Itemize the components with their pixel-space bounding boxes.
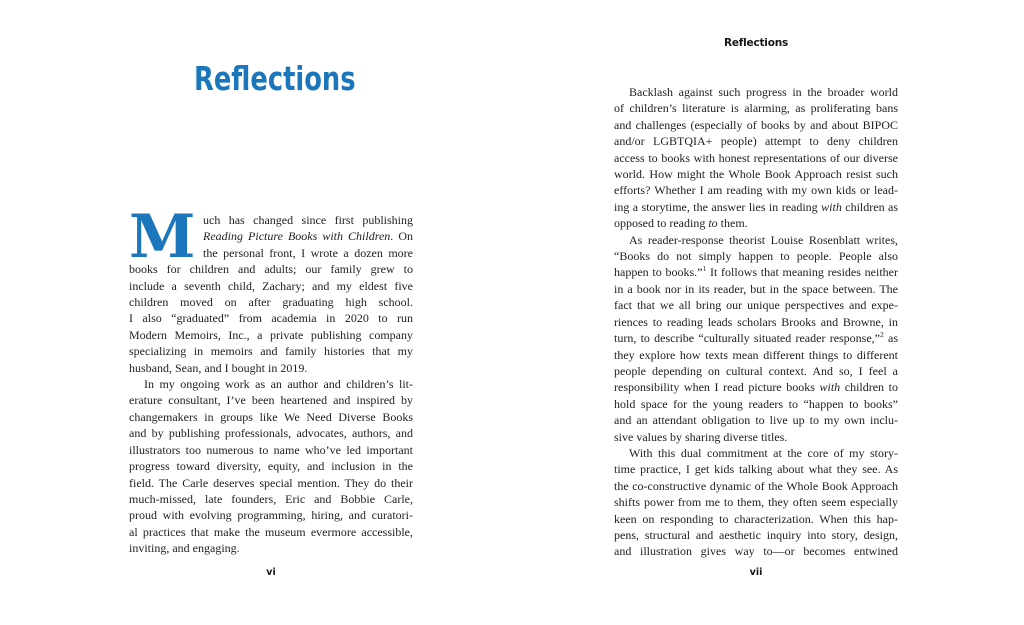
chapter-title: Reflections [194, 59, 356, 98]
text-line: Modern Memoirs, Inc., a private publishing company [129, 327, 413, 342]
text-line: happen to books.”$^1$ It follows that meaning resides neither [614, 264, 898, 280]
paragraph [129, 376, 413, 556]
paragraph [614, 84, 898, 232]
text-line: books for children and adults; our family grew to [129, 262, 413, 277]
text-line: changemakers in groups like We Need Diverse Books [129, 409, 413, 424]
paragraph [614, 232, 898, 445]
text-line: efforts? Whether I am reading with my own kids or lead- [614, 183, 898, 198]
text-line: ing a storytime, the answer lies in reading with children as [614, 199, 899, 214]
text-line: keen on responding to characterization. When this hap- [614, 511, 898, 526]
text-line: “Books do not simply happen to people. People also [614, 249, 898, 264]
drop-cap: M [129, 202, 196, 272]
text-line: I also “graduated” from academia in 2020 to run [129, 311, 413, 326]
text-line: children moved on after graduating high school. [129, 295, 413, 310]
text-line: fact that we all bring our unique perspectives and expe- [614, 298, 898, 313]
text-line: in a book nor in its reader, but in the space between. The [614, 281, 898, 296]
text-line: the personal front, I wrote a dozen more [203, 245, 413, 260]
text-line: al practices that make the museum evermore accessible, [129, 524, 413, 539]
left-page-text [129, 202, 413, 557]
text-line: husband, Sean, and I bought in 2019. [129, 360, 308, 375]
text-line: As reader-response theorist Louise Rosenblatt writes, [629, 232, 898, 247]
text-line: world. How might the Whole Book Approach resist such [614, 167, 898, 182]
paragraph [129, 202, 413, 376]
text-line: and challenges (especially of books by and about BIPOC [614, 117, 898, 132]
running-header: Reflections [723, 37, 789, 49]
text-line: turn, to describe “culturally situated reader response,”$^2$ as [614, 330, 899, 346]
text-line: responsibility when I read picture books with children to [614, 380, 898, 395]
text-line: progress toward diversity, equity, and inclusion in the [129, 459, 413, 474]
text-line: include a seventh child, Zachary; and my eldest five [129, 278, 413, 293]
paragraph [614, 445, 898, 560]
text-line: and illustration gives way to—or becomes entwined [614, 544, 898, 559]
text-line: proud with evolving programming, hiring, and curatori- [129, 508, 413, 523]
text-line: and an attendant obligation to live up to my own inclu- [614, 413, 898, 428]
text-line: much-missed, late founders, Eric and Bobbie Carle, [129, 491, 413, 506]
text-line: riences to reading leads scholars Brooks and Browne, in [614, 314, 898, 329]
text-line: erature consultant, I’ve been heartened and inspired by [129, 393, 413, 408]
text-line: shifts power from me to them, they often seem especially [614, 495, 898, 510]
text-line: illustrators too numerous to name who’ve led important [129, 442, 413, 457]
text-line: pens, structural and aesthetic inquiry into story, design, [614, 527, 898, 542]
text-line: Backlash against such progress in the broader world [629, 85, 898, 99]
text-line: the co-constructive dynamic of the Whole Book Approach [614, 478, 898, 493]
text-line: In my ongoing work as an author and children’s lit- [144, 377, 413, 392]
page-number-right: vii [749, 567, 763, 578]
page-number-left: vi [266, 567, 276, 578]
text-line: time practice, I get kids talking about what they see. As [614, 462, 898, 477]
text-line: Reading Picture Books with Children. On [203, 229, 413, 244]
text-line: of children’s literature is alarming, as proliferating bans [614, 101, 898, 116]
text-line: field. The Carle deserves special mention. They do their [129, 475, 413, 490]
text-line: they explore how texts mean different things to different [614, 347, 898, 362]
text-line: opposed to reading to them. [614, 216, 748, 231]
text-line: people depending on cultural context. And so, I feel a [614, 363, 898, 378]
text-line: inviting, and engaging. [129, 541, 240, 556]
text-line: uch has changed since first publishing [203, 213, 413, 227]
text-line: and by publishing professionals, advocates, authors, and [129, 426, 413, 441]
text-line: and/or LGBTQIA+ people) attempt to deny children [614, 134, 898, 149]
text-line: access to books with honest representations of our diverse [614, 150, 898, 165]
right-page-text [614, 84, 898, 560]
text-line: specializing in memoirs and family histories that my [129, 344, 413, 359]
text-line: hold space for the young readers to “happen to books” [614, 396, 898, 411]
text-line: With this dual commitment at the core of my story- [629, 445, 898, 460]
text-line: sive values by sharing diverse titles. [614, 429, 788, 444]
